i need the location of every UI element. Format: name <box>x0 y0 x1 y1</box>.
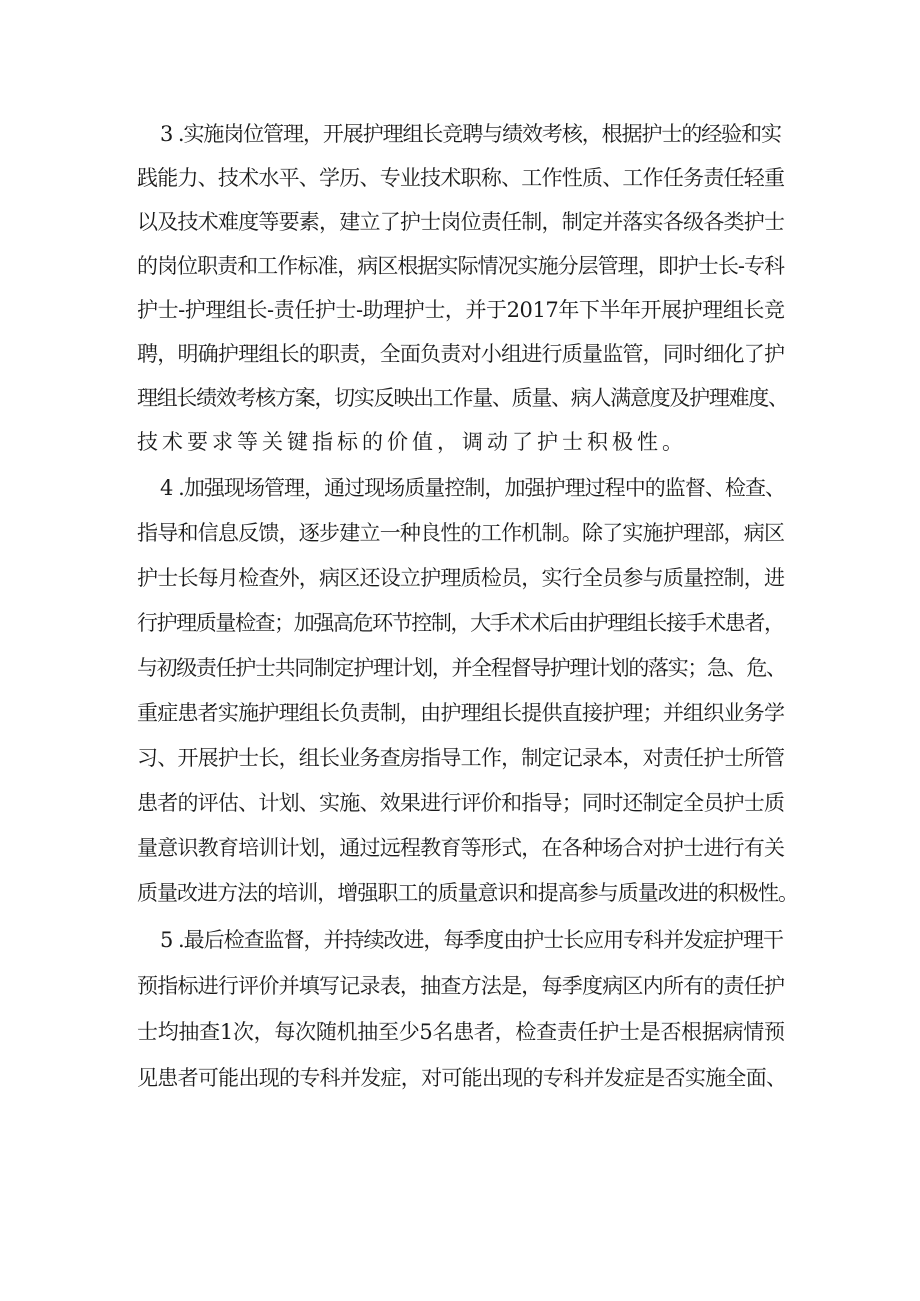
paragraph-3-line: 以及技术难度等要素，建立了护士岗位责任制，制定并落实各级各类护士 <box>137 210 785 234</box>
paragraph-3-line: 3 .实施岗位管理，开展护理组长竞聘与绩效考核，根据护士的经验和实 <box>160 122 781 146</box>
paragraph-4-line: 护士长每月检查外，病区还设立护理质检员，实行全员参与质量控制，进 <box>137 566 785 590</box>
paragraph-3-line: 的岗位职责和工作标准，病区根据实际情况实施分层管理，即护士长-专科 <box>137 254 785 278</box>
paragraph-4-line: 行护理质量检查；加强高危环节控制，大手术术后由护理组长接手术患者， <box>137 611 784 635</box>
paragraph-4-line: 与初级责任护士共同制定护理计划，并全程督导护理计划的落实；急、危、 <box>137 656 786 680</box>
paragraph-5-line: 5 .最后检查监督，并持续改进，每季度由护士长应用专科并发症护理干 <box>160 928 783 952</box>
paragraph-4-line: 患者的评估、计划、实施、效果进行评价和指导；同时还制定全员护士质 <box>137 791 785 815</box>
paragraph-4-line: 习、开展护士长，组长业务查房指导工作，制定记录本，对责任护士所管 <box>137 746 785 770</box>
paragraph-4-line: 4 .加强现场管理，通过现场质量控制，加强护理过程中的监督、检查、 <box>160 476 786 500</box>
paragraph-4-line: 量意识教育培训计划，通过远程教育等形式，在各种场合对护士进行有关 <box>137 836 785 860</box>
paragraph-3-line: 聘，明确护理组长的职责，全面负责对小组进行质量监管，同时细化了护 <box>137 342 785 366</box>
paragraph-5-line: 见患者可能出现的专科并发症，对可能出现的专科并发症是否实施全面、 <box>137 1066 787 1090</box>
paragraph-3-line: 理组长绩效考核方案，切实反映出工作量、质量、病人满意度及护理难度、 <box>137 386 788 410</box>
paragraph-3-line-last: 技术要求等关键指标的价值，调动了护士积极性。 <box>137 430 687 454</box>
paragraph-3-line: 护士-护理组长-责任护士-助理护士，并于2017年下半年开展护理组长竞 <box>137 298 785 322</box>
paragraph-4-line: 重症患者实施护理组长负责制，由护理组长提供直接护理；并组织业务学 <box>137 701 785 725</box>
paragraph-5-line: 士均抽查1次，每次随机抽至少5名患者，检查责任护士是否根据病情预 <box>137 1020 785 1044</box>
paragraph-5-line: 预指标进行评价并填写记录表，抽查方法是，每季度病区内所有的责任护 <box>137 974 785 998</box>
paragraph-4-line: 指导和信息反馈，逐步建立一种良性的工作机制。除了实施护理部，病区 <box>137 521 785 545</box>
paragraph-3-line: 践能力、技术水平、学历、专业技术职称、工作性质、工作任务责任轻重 <box>137 166 785 190</box>
paragraph-4-line: 质量改进方法的培训，增强职工的质量意识和提高参与质量改进的积极性。 <box>137 881 799 905</box>
